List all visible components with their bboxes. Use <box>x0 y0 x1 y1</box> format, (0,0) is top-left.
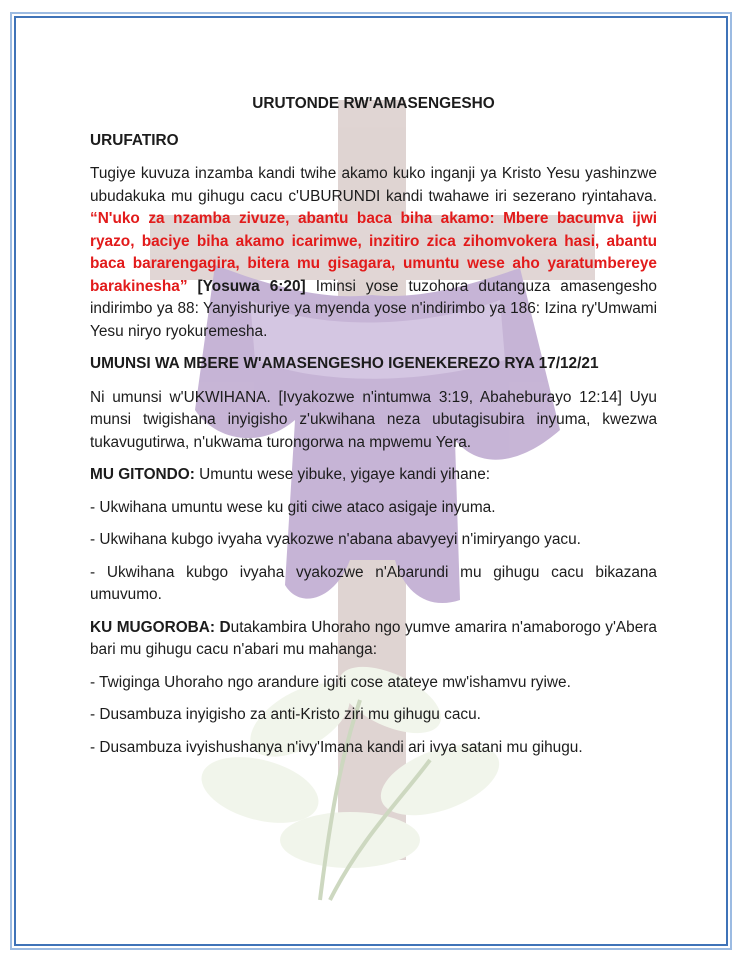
morning-label: MU GITONDO: <box>90 466 195 483</box>
morning-text: Umuntu wese yibuke, yigaye kandi yihane: <box>194 466 491 483</box>
list-item: - Ukwihana kubgo ivyaha vyakozwe n'abana abavyeyi n'imiryango yacu. <box>90 531 581 548</box>
section-heading-urufatiro: URUFATIRO <box>90 131 179 149</box>
list-item: - Ukwihana kubgo ivyaha vyakozwe n'Abarundi mu gihugu cacu bikazana umuvumo. <box>90 563 657 603</box>
evening-paragraph <box>90 617 657 662</box>
hymn-text: Iminsi yose tuzohora dutanguza amasengesho indirimbo ya 88: Yanyishuriye ya myenda yose n'indirimbo ya 186: Izina ry'Umwami Yesu niryo ryokuremesha. <box>90 277 657 340</box>
evening-text: utakambira Uhoraho ngo yumve amarira n'amaborogo y'Abera bari mu gihugu cacu n'abari mu mahanga: <box>90 618 657 658</box>
list-item: - Twiginga Uhoraho ngo arandure igiti cose atateye mw'ishamvu ryiwe. <box>90 673 571 691</box>
list-item: - Dusambuza ivyishushanya n'ivy'Imana kandi ari ivya satani mu gihugu. <box>90 738 583 756</box>
verse-quote: “N'uko za nzamba zivuze, abantu baca biha akamo: Mbere bacumva ijwi ryazo, baciye biha akamo icarimwe, inzitiro zica zihomvokera hasi, abantu baca bararengagira, bitera mu gisagara, umuntu wese aho yaratumbereye barakinesha” <box>90 210 657 295</box>
document-body <box>90 93 657 769</box>
document-title: URUTONDE RW'AMASENGESHO <box>252 95 495 112</box>
intro-text: Tugiye kuvuza inzamba kandi twihe akamo kuko inganji ya Kristo Yesu yashinzwe ubudakuka mu gihugu cacu c'UBURUNDI kandi twahawe iri sezerano ryintahava. <box>90 165 657 205</box>
morning-paragraph <box>90 464 657 487</box>
intro-paragraph <box>90 163 657 343</box>
section-heading-day-one: UMUNSI WA MBERE W'AMASENGESHO IGENEKEREZO RYA 17/12/21 <box>90 355 599 372</box>
evening-label: KU MUGOROBA: <box>90 618 216 636</box>
day-one-intro: Ni umunsi w'UKWIHANA. [Ivyakozwe n'intumwa 3:19, Abaheburayo 12:14] Uyu munsi twigishana inyigisho z'ukwihana neza ubutagisubira inyuma, kwezwa tukavugutirwa, n'ukwama turongorwa na mpwemu Yera. <box>90 388 657 451</box>
verse-reference: [Yosuwa 6:20] <box>187 277 306 295</box>
evening-drop-letter: D <box>215 618 231 636</box>
list-item: - Ukwihana umuntu wese ku giti ciwe ataco asigaje inyuma. <box>90 498 496 516</box>
list-item: - Dusambuza inyigisho za anti-Kristo ziri mu gihugu cacu. <box>90 706 481 723</box>
